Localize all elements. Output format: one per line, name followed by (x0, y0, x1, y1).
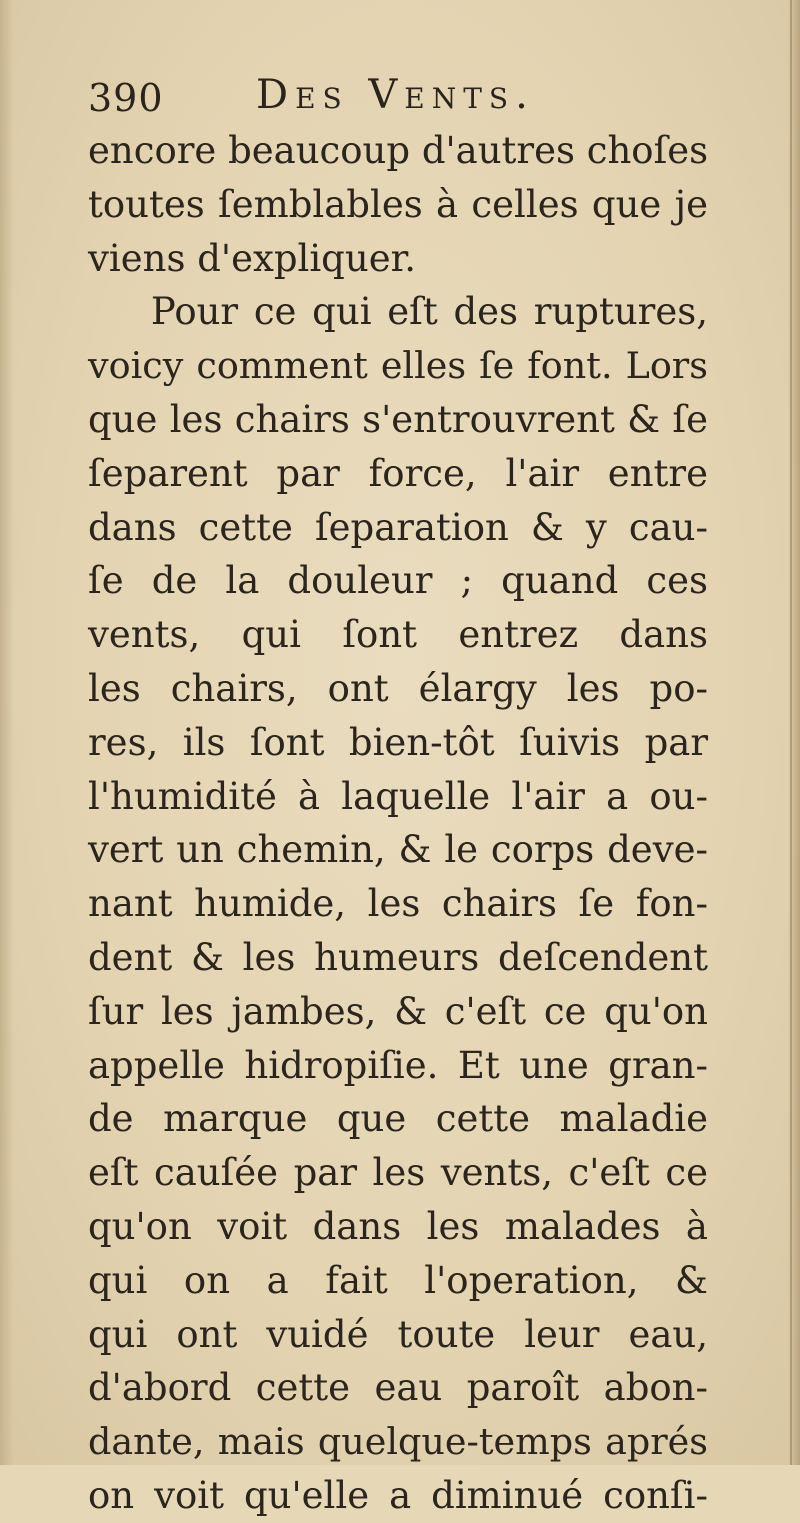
text-line: viens d'expliquer. (88, 236, 416, 280)
text-line: eſt cauſée par les vents, c'eſt ce (88, 1151, 708, 1195)
page-edge-line (790, 0, 792, 1465)
text-line: encore beaucoup d'autres choſes (88, 129, 709, 172)
running-header (88, 72, 708, 124)
text-line: les chairs, ont élargy les po- (88, 666, 708, 710)
text-line: ſe de la douleur ; quand ces (88, 559, 708, 603)
text-line: res, ils ſont bien-tôt ſuivis par (88, 720, 708, 764)
text-line: vert un chemin, & le corps deve- (88, 828, 708, 872)
text-line: ſur les jambes, & c'eſt ce qu'on (88, 989, 708, 1033)
text-line: Pour ce qui eſt des ruptures, (88, 290, 708, 334)
text-line: nant humide, les chairs ſe fon- (88, 882, 708, 926)
running-title: Des Vents. (256, 72, 535, 118)
text-line: dante, mais quelque-temps aprés (88, 1420, 708, 1464)
text-line: qui on a fait l'operation, & (88, 1258, 708, 1302)
text-line: ſeparent par force, l'air entre (88, 451, 708, 495)
text-line: de marque que cette maladie (88, 1097, 708, 1141)
text-line: dent & les humeurs deſcendent (88, 935, 708, 979)
text-line: d'abord cette eau paroît abon- (88, 1366, 708, 1410)
text-line: qu'on voit dans les malades à (88, 1204, 708, 1248)
text-line: toutes ſemblables à celles que je (88, 182, 708, 226)
text-line: appelle hidropiſie. Et une gran- (88, 1043, 708, 1087)
text-line: on voit qu'elle a diminué conſi- (88, 1473, 708, 1517)
text-line: vents, qui ſont entrez dans (88, 613, 708, 657)
text-line: qui ont vuidé toute leur eau, (88, 1312, 708, 1356)
body-text (88, 124, 708, 1523)
text-line: que les chairs s'entrouvrent & ſe (88, 397, 708, 441)
text-line: voicy comment elles ſe font. Lors (88, 344, 708, 388)
gutter-shadow (0, 0, 14, 1465)
text-line: dans cette ſeparation & y cau- (88, 505, 708, 549)
page-number: 390 (88, 76, 164, 120)
text-line: l'humidité à laquelle l'air a ou- (88, 774, 708, 818)
